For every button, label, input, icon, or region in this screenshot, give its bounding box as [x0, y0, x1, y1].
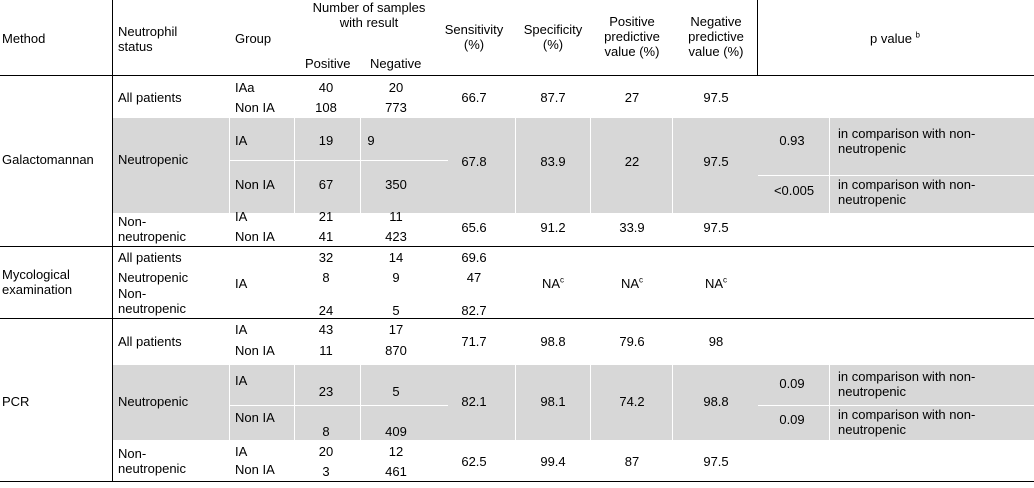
- pcr-sep-2: [294, 365, 295, 440]
- header-negative: Negative: [370, 56, 422, 71]
- pcr-neutropenic-group2: Non IA: [235, 410, 275, 425]
- table-bottom-line: [0, 481, 1034, 482]
- myco-neg1: 14: [388, 250, 404, 265]
- gm-neutropenic-p1-note: in comparison with non-neutropenic: [838, 126, 976, 156]
- gm-all-neg1: 20: [388, 80, 404, 95]
- myco-pos2: 8: [322, 270, 330, 285]
- header-p-value-label: p value: [870, 31, 912, 46]
- pcr-sep-3: [360, 365, 361, 440]
- header-number-of-samples: Number of samples with result: [312, 0, 426, 30]
- gm-all-status: All patients: [118, 90, 182, 105]
- gm-neutropenic-p2-note: in comparison with non-neutropenic: [838, 177, 976, 207]
- myco-neg3: 5: [392, 303, 400, 318]
- gm-all-spec: 87.7: [540, 90, 566, 105]
- galactomannan-bottom-line: [0, 246, 1034, 247]
- pcr-neutropenic-sens: 82.1: [461, 394, 487, 409]
- gm-neutropenic-pos2: 67: [318, 177, 334, 192]
- gm-all-pos1: 40: [318, 80, 334, 95]
- myco-pos3: 24: [318, 303, 334, 318]
- pcr-all-npv: 98: [708, 334, 724, 349]
- gm-neutropenic-p1: 0.93: [779, 133, 805, 148]
- gm-neutropenic-p-line: [758, 175, 1034, 176]
- gm-sep-1: [229, 118, 230, 213]
- gm-non-neutropenic-pos1: 21: [318, 209, 334, 224]
- pcr-neutropenic-p2: 0.09: [779, 412, 805, 427]
- pcr-neutropenic-p2-note: in comparison with non-neutropenic: [838, 407, 976, 437]
- pcr-all-neg2: 870: [385, 343, 407, 358]
- header-method: Method: [2, 31, 46, 46]
- myco-status-all: All patients: [118, 250, 182, 265]
- pcr-neutropenic-spec: 98.1: [540, 394, 566, 409]
- pcr-neutropenic-ppv: 74.2: [619, 394, 645, 409]
- gm-neutropenic-group2: Non IA: [235, 177, 275, 192]
- pcr-non-neutropenic-group2: Non IA: [235, 462, 275, 477]
- pcr-non-neutropenic-ppv: 87: [624, 454, 640, 469]
- header-sensitivity: Sensitivity (%): [444, 22, 504, 52]
- gm-all-ppv: 27: [624, 90, 640, 105]
- pcr-neutropenic-pos2: 8: [322, 424, 330, 439]
- pcr-sep-1: [229, 365, 230, 440]
- gm-non-neutropenic-neg2: 423: [385, 229, 407, 244]
- gm-all-neg2: 773: [385, 100, 407, 115]
- gm-non-neutropenic-group1: IA: [235, 209, 248, 224]
- pcr-neutropenic-p-line: [758, 405, 1034, 406]
- gm-all-npv: 97.5: [703, 90, 729, 105]
- gm-non-neutropenic-sens: 65.6: [461, 220, 487, 235]
- myco-sens3: 82.7: [461, 303, 487, 318]
- pcr-non-neutropenic-pos2: 3: [322, 464, 330, 479]
- gm-neutropenic-mid-line: [230, 160, 448, 161]
- pcr-neutropenic-group1: IA: [235, 373, 248, 388]
- myco-npv: [676, 276, 756, 291]
- pcr-all-group2: Non IA: [235, 343, 275, 358]
- myco-sens2: 47: [466, 270, 482, 285]
- pcr-all-pos2: 11: [319, 343, 333, 358]
- header-bottom-line: [0, 75, 1034, 76]
- header-positive: Positive: [305, 56, 351, 71]
- gm-neutropenic-neg2: 350: [385, 177, 407, 192]
- gm-non-neutropenic-pos2: 41: [318, 229, 334, 244]
- gm-sep-6: [672, 118, 673, 213]
- myco-spec-na: NA: [541, 276, 561, 291]
- gm-non-neutropenic-npv: 97.5: [703, 220, 729, 235]
- gm-non-neutropenic-neg1: 11: [389, 209, 403, 224]
- pcr-neutropenic-p1-note: in comparison with non-neutropenic: [838, 369, 976, 399]
- gm-method: Galactomannan: [2, 152, 94, 167]
- gm-all-group2: Non IA: [235, 100, 275, 115]
- method-divider: [112, 0, 113, 482]
- pcr-neutropenic-neg1: 5: [392, 384, 400, 399]
- pcr-neutropenic-neg2: 409: [385, 424, 407, 439]
- gm-all-sens: 66.7: [461, 90, 487, 105]
- pcr-sep-6: [672, 365, 673, 440]
- header-neutrophil-status: Neutrophil status: [118, 24, 178, 54]
- gm-non-neutropenic-status: Non-neutropenic: [118, 214, 186, 244]
- gm-neutropenic-status: Neutropenic: [118, 152, 189, 167]
- gm-all-group1: IAa: [235, 80, 255, 95]
- header-specificity: Specificity (%): [523, 22, 583, 52]
- gm-all-pos2: 108: [315, 100, 337, 115]
- pcr-neutropenic-p1: 0.09: [779, 376, 805, 391]
- mycological-bottom-line: [0, 318, 1034, 319]
- pcr-neutropenic-npv: 98.8: [703, 394, 729, 409]
- header-group: Group: [235, 31, 272, 46]
- gm-neutropenic-sens: 67.8: [461, 154, 487, 169]
- pcr-all-neg1: 17: [388, 322, 404, 337]
- header-ppv: Positive predictive value (%): [604, 14, 660, 59]
- gm-neutropenic-p2: <0.005: [773, 183, 815, 198]
- myco-status-neutropenic: Neutropenic: [118, 270, 189, 285]
- myco-npv-na-sup: c: [723, 275, 728, 285]
- pcr-sep-7: [829, 365, 830, 440]
- gm-neutropenic-spec: 83.9: [540, 154, 566, 169]
- gm-sep-2: [294, 118, 295, 213]
- pcr-all-pos1: 43: [318, 322, 334, 337]
- myco-status-non-neutropenic: Non-neutropenic: [118, 286, 186, 316]
- gm-non-neutropenic-ppv: 33.9: [619, 220, 645, 235]
- myco-spec: [514, 276, 592, 291]
- myco-pos1: 32: [318, 250, 334, 265]
- pcr-non-neutropenic-npv: 97.5: [703, 454, 729, 469]
- p-value-divider: [757, 0, 758, 76]
- myco-ppv-na: NA: [620, 276, 640, 291]
- gm-neutropenic-neg1: 9: [367, 133, 375, 148]
- gm-sep-3: [360, 118, 361, 213]
- gm-sep-7: [829, 118, 830, 213]
- pcr-all-ppv: 79.6: [619, 334, 645, 349]
- myco-method: Mycological examination: [2, 267, 73, 297]
- pcr-all-status: All patients: [118, 334, 182, 349]
- myco-ppv: [596, 276, 668, 291]
- pcr-non-neutropenic-status: Non-neutropenic: [118, 446, 186, 476]
- header-npv: Negative predictive value (%): [688, 14, 744, 59]
- myco-neg2: 9: [392, 270, 400, 285]
- pcr-non-neutropenic-neg1: 12: [388, 444, 404, 459]
- pcr-all-spec: 98.8: [540, 334, 566, 349]
- pcr-non-neutropenic-sens: 62.5: [461, 454, 487, 469]
- myco-npv-na: NA: [704, 276, 724, 291]
- pcr-all-group1: IA: [235, 322, 248, 337]
- pcr-all-sens: 71.7: [461, 334, 487, 349]
- pcr-neutropenic-mid-line: [230, 405, 448, 406]
- header-p-value-sup: b: [915, 30, 920, 40]
- gm-neutropenic-npv: 97.5: [703, 154, 729, 169]
- gm-non-neutropenic-group2: Non IA: [235, 229, 275, 244]
- myco-sens1: 69.6: [461, 250, 487, 265]
- pcr-non-neutropenic-pos1: 20: [318, 444, 334, 459]
- header-p-value: [870, 31, 920, 46]
- myco-group: IA: [235, 276, 248, 291]
- pcr-non-neutropenic-group1: IA: [235, 444, 248, 459]
- myco-spec-na-sup: c: [560, 275, 565, 285]
- pcr-non-neutropenic-neg2: 461: [385, 464, 407, 479]
- pcr-method: PCR: [2, 394, 30, 409]
- pcr-neutropenic-status: Neutropenic: [118, 394, 189, 409]
- gm-non-neutropenic-spec: 91.2: [540, 220, 566, 235]
- pcr-non-neutropenic-spec: 99.4: [540, 454, 566, 469]
- gm-neutropenic-ppv: 22: [624, 154, 640, 169]
- gm-neutropenic-pos1: 19: [318, 133, 334, 148]
- myco-ppv-na-sup: c: [639, 275, 644, 285]
- pcr-neutropenic-pos1: 23: [318, 384, 334, 399]
- gm-neutropenic-group1: IA: [235, 133, 248, 148]
